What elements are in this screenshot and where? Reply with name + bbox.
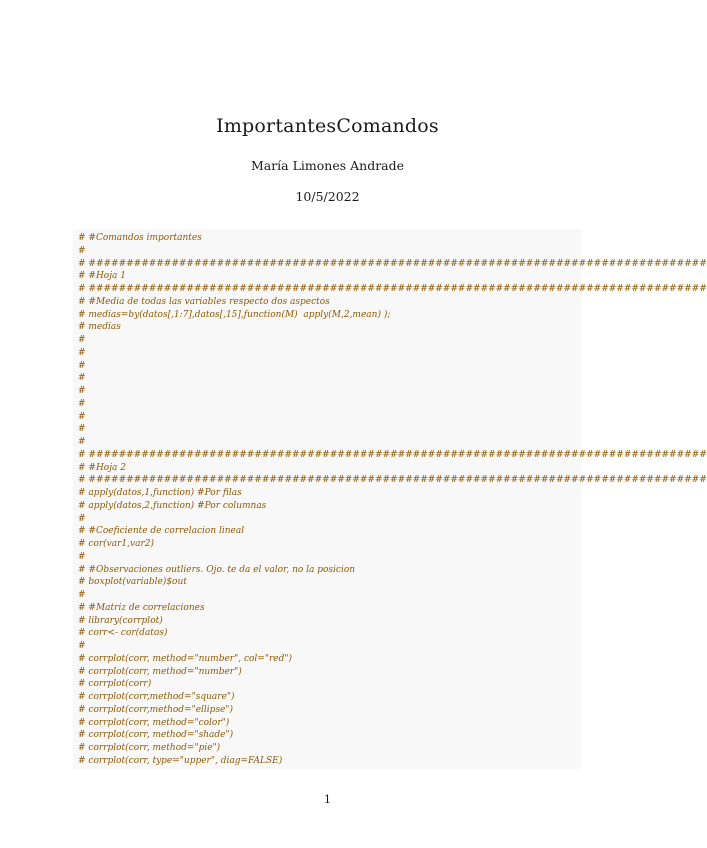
code-line: # — [78, 373, 86, 384]
code-line: # corrplot(corr, method="number", col="red") — [78, 653, 293, 664]
code-line: # #Coeficiente de correlacion lineal — [78, 526, 245, 537]
code-line: # #Observaciones outliers. Ojo. te da el valor, no la posicion — [78, 564, 356, 575]
code-line: # — [78, 513, 86, 524]
code-line: # — [78, 398, 86, 409]
code-line: # cor(var1,var2) — [78, 539, 155, 549]
document-title: ImportantesComandos — [216, 115, 439, 137]
code-line: # — [78, 411, 86, 422]
code-line: # apply(datos,1,function) #Por filas — [78, 488, 242, 498]
code-line: # corrplot(corr, method="pie") — [78, 743, 221, 753]
code-line: # corrplot(corr, method="number") — [78, 666, 242, 677]
code-line: # #Hoja 2 — [78, 462, 126, 473]
code-line: # #Comandos importantes — [78, 233, 202, 243]
code-line: # — [78, 335, 86, 345]
code-line: # corrplot(corr, method="color") — [78, 717, 230, 728]
code-line: # #Hoja 1 — [78, 271, 126, 282]
code-line: # apply(datos,2,function) #Por columnas — [78, 500, 267, 511]
code-line: # — [78, 641, 86, 651]
code-line: # ################################################################################## — [78, 475, 707, 486]
document-author: María Limones Andrade — [250, 158, 405, 173]
code-line: # ################################################################################## — [78, 449, 707, 460]
code-line: # — [78, 424, 86, 435]
code-line: # — [78, 386, 86, 396]
code-line: # corrplot(corr, method="shade") — [78, 730, 234, 741]
code-block — [73, 229, 707, 769]
code-line: # corrplot(corr) — [78, 679, 152, 690]
code-line: # — [78, 347, 86, 358]
code-line: # — [78, 551, 86, 562]
code-line: # medias=by(datos[,1:7],datos[,15],function(M) apply(M,2,mean) ); — [78, 309, 391, 320]
document-date: 10/5/2022 — [295, 189, 360, 204]
code-line: # boxplot(variable)$out — [78, 577, 187, 588]
code-line: # — [78, 437, 86, 447]
code-line: # — [78, 360, 86, 371]
code-line: # corrplot(corr,method="ellipse") — [78, 704, 234, 715]
code-line: # — [78, 245, 86, 256]
code-line: # #Media de todas las variables respecto dos aspectos — [78, 296, 330, 307]
code-line: # — [78, 590, 86, 600]
page-number: 1 — [324, 793, 331, 806]
code-line: # ################################################################################## — [78, 284, 707, 294]
code-line: # library(corrplot) — [78, 615, 163, 626]
code-line: # corrplot(corr,method="square") — [78, 692, 235, 702]
code-line: # #Matriz de correlaciones — [78, 602, 205, 613]
code-line: # corrplot(corr, type="upper", diag=FALSE) — [78, 755, 283, 766]
code-line: # medias — [78, 322, 121, 333]
code-line: # ################################################################################## — [78, 258, 707, 269]
code-line: # corr<- cor(datos) — [78, 628, 168, 639]
code-lines — [78, 232, 707, 768]
